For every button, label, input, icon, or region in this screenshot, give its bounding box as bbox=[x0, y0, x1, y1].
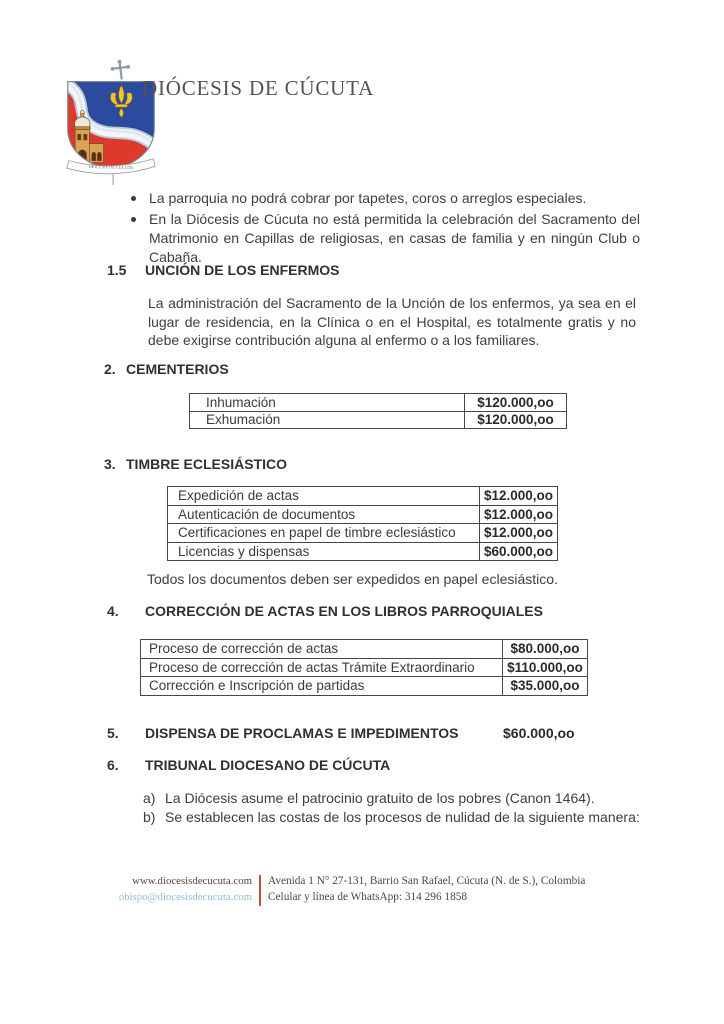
fee-label-cell: Autenticación de documentos bbox=[168, 505, 480, 524]
fee-price-cell: $12.000,oo bbox=[480, 505, 558, 524]
footer-website: www.diocesisdecucuta.com bbox=[132, 875, 252, 887]
fee-label-cell: Proceso de corrección de actas bbox=[141, 640, 503, 659]
fee-label-cell: Proceso de corrección de actas Trámite Extraordinario bbox=[141, 658, 503, 677]
item-marker: a) bbox=[143, 790, 156, 806]
section-heading-tribunal bbox=[107, 757, 390, 773]
footer-address-column bbox=[268, 874, 585, 905]
item-text: La Diócesis asume el patrocinio gratuito de los pobres (Canon 1464). bbox=[165, 790, 595, 806]
fee-price-cell: $60.000,oo bbox=[480, 542, 558, 561]
section-number: 2. bbox=[104, 361, 116, 377]
section-heading-cementerios bbox=[104, 361, 229, 377]
section-heading-uncion bbox=[107, 262, 339, 278]
section-title: CEMENTERIOS bbox=[126, 361, 229, 377]
footer-address: Avenida 1 N° 27-131, Barrio San Rafael, Cúcuta (N. de S.), Colombia bbox=[268, 875, 586, 887]
fee-price-cell: $120.000,oo bbox=[465, 394, 567, 412]
section-heading-dispensa bbox=[107, 725, 458, 741]
fee-label-cell: Expedición de actas bbox=[168, 487, 480, 506]
section-heading-timbre bbox=[104, 456, 287, 472]
section-title: CORRECCIÓN DE ACTAS EN LOS LIBROS PARROQUIALES bbox=[145, 603, 543, 619]
timbre-table bbox=[167, 486, 558, 561]
ribbon-text: DIÓCESIS DE CÚCUTA bbox=[88, 163, 134, 171]
footer-email: obispo@diocesisdecucuta.com bbox=[118, 890, 252, 903]
page-title: DIÓCESIS DE CÚCUTA bbox=[142, 76, 375, 100]
item-text: Se establecen las costas de los procesos de nulidad de la siguiente manera: bbox=[165, 809, 640, 825]
footer-contact-column bbox=[88, 874, 252, 905]
fee-price-cell: $12.000,oo bbox=[480, 487, 558, 506]
bullet-item: En la Diócesis de Cúcuta no está permitida la celebración del Sacramento del Matrimonio en Capillas de religiosas, en casas de familia y en ningún Club o Cabaña. bbox=[128, 210, 640, 267]
tribunal-item bbox=[143, 789, 643, 808]
tribunal-item bbox=[143, 808, 643, 827]
bullet-item: La parroquia no podrá cobrar por tapetes, coros o arreglos especiales. bbox=[128, 189, 640, 208]
footer-phone: Celular y línea de WhatsApp: 314 296 1858 bbox=[268, 890, 468, 903]
fee-price-cell: $12.000,oo bbox=[480, 524, 558, 543]
fee-label-cell: Licencias y dispensas bbox=[168, 542, 480, 561]
bullet-list bbox=[128, 189, 640, 269]
table-row bbox=[190, 394, 567, 412]
table-row bbox=[141, 640, 588, 659]
fee-price-cell: $110.000,oo bbox=[503, 658, 588, 677]
uncion-paragraph: La administración del Sacramento de la Unción de los enfermos, ya sea en el lugar de residencia, en la Clínica o en el Hospital, es totalmente gratis y no debe exigirse contribución alguna al enfermo o a los familiares. bbox=[148, 295, 636, 349]
dispensa-price: $60.000,oo bbox=[503, 725, 575, 741]
table-row bbox=[141, 677, 588, 696]
section-heading-correccion bbox=[107, 603, 543, 619]
section-number: 1.5 bbox=[107, 262, 127, 278]
section-number: 5. bbox=[107, 725, 119, 741]
table-row bbox=[141, 658, 588, 677]
fee-price-cell: $80.000,oo bbox=[503, 640, 588, 659]
footer-divider bbox=[259, 875, 261, 906]
table-row bbox=[168, 524, 558, 543]
fee-label-cell: Certificaciones en papel de timbre eclesiástico bbox=[168, 524, 480, 543]
tribunal-list bbox=[143, 789, 643, 827]
timbre-note: Todos los documentos deben ser expedidos en papel eclesiástico. bbox=[147, 571, 558, 587]
table-row bbox=[168, 542, 558, 561]
fee-price-cell: $120.000,oo bbox=[465, 411, 567, 429]
section-title: TRIBUNAL DIOCESANO DE CÚCUTA bbox=[145, 757, 391, 773]
item-marker: b) bbox=[143, 809, 156, 825]
fee-label-cell: Corrección e Inscripción de partidas bbox=[141, 677, 503, 696]
table-row bbox=[190, 411, 567, 429]
table-row bbox=[168, 505, 558, 524]
section-number: 4. bbox=[107, 603, 119, 619]
section-title: DISPENSA DE PROCLAMAS E IMPEDIMENTOS bbox=[145, 725, 459, 741]
section-number: 6. bbox=[107, 757, 119, 773]
section-title: UNCIÓN DE LOS ENFERMOS bbox=[145, 262, 340, 278]
fee-label-cell: Exhumación bbox=[190, 411, 465, 429]
page-footer bbox=[88, 874, 585, 906]
section-title: TIMBRE ECLESIÁSTICO bbox=[126, 456, 288, 472]
table-row bbox=[168, 487, 558, 506]
crest-cross-icon bbox=[110, 59, 132, 81]
ribbon-tail bbox=[113, 174, 114, 185]
fee-label-cell: Inhumación bbox=[190, 394, 465, 412]
correccion-table bbox=[140, 639, 588, 696]
section-number: 3. bbox=[104, 456, 116, 472]
fee-price-cell: $35.000,oo bbox=[503, 677, 588, 696]
cementerios-table bbox=[189, 393, 567, 429]
